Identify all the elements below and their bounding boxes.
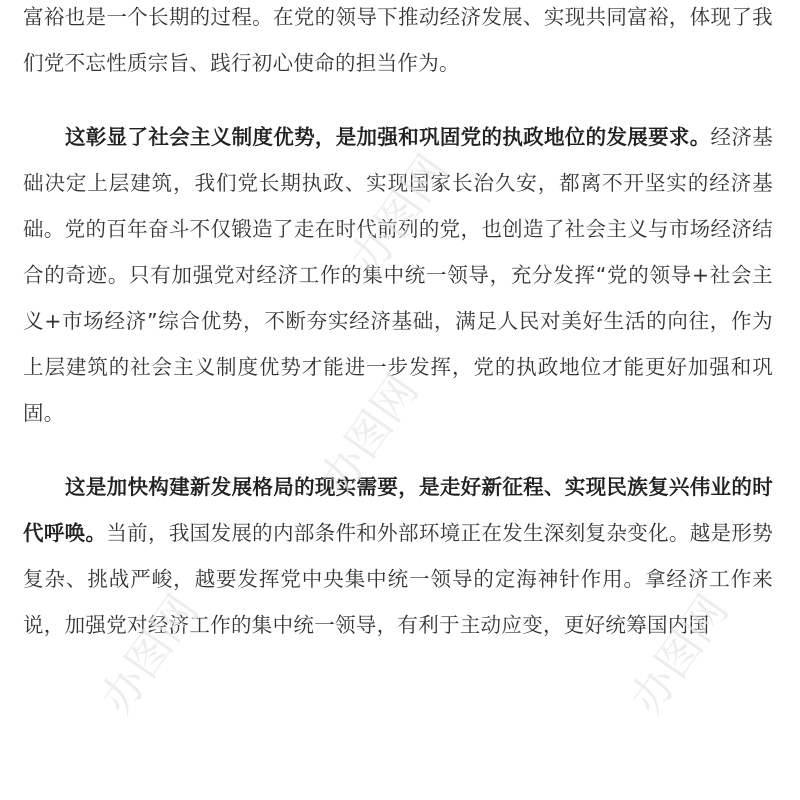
paragraph-text: 当前，我国发展的内部条件和外部环境正在发生深刻复杂变化。越是形势复杂、挑战严峻，越要发挥党中央集中统一领导的定海神针作用。拿经济工作来说，加强党对经济工作的集中统一领导，有利于主动应变，更好统筹国内国	[23, 521, 773, 637]
article-body	[23, 0, 773, 648]
paragraph-common-prosperity	[23, 0, 773, 86]
paragraph-institutional-advantage	[23, 114, 773, 436]
paragraph-text: 经济基础决定上层建筑，我们党长期执政、实现国家长治久安，都离不开坚实的经济基础。党的百年奋斗不仅锻造了走在时代前列的党，也创造了社会主义与市场经济结合的奇迹。只有加强党对经济工作的集中统一领导，充分发挥“党的领导+社会主义+市场经济”综合优势，不断夯实经济基础，满足人民对美好生活的向往，作为上层建筑的社会主义制度优势才能进一步发挥，党的执政地位才能更好加强和巩固。	[23, 125, 773, 425]
paragraph-lead-bold: 这彰显了社会主义制度优势，是加强和巩固党的执政地位的发展要求。	[65, 125, 711, 149]
watermark-logo: 办图网	[310, 365, 429, 504]
paragraph-new-development-pattern	[23, 464, 773, 648]
paragraph-lead-bold: 这是加快构建新发展格局的现实需要，是走好新征程、实现民族复兴伟业的时代呼唤。	[23, 475, 773, 545]
watermark-logo: 办图网	[620, 585, 739, 724]
paragraph-text: 富裕也是一个长期的过程。在党的领导下推动经济发展、实现共同富裕，体现了我们党不忘性质宗旨、践行初心使命的担当作为。	[23, 5, 773, 75]
watermark-logo: 办图网	[90, 585, 209, 724]
watermark-logo: 办图网	[340, 145, 459, 284]
